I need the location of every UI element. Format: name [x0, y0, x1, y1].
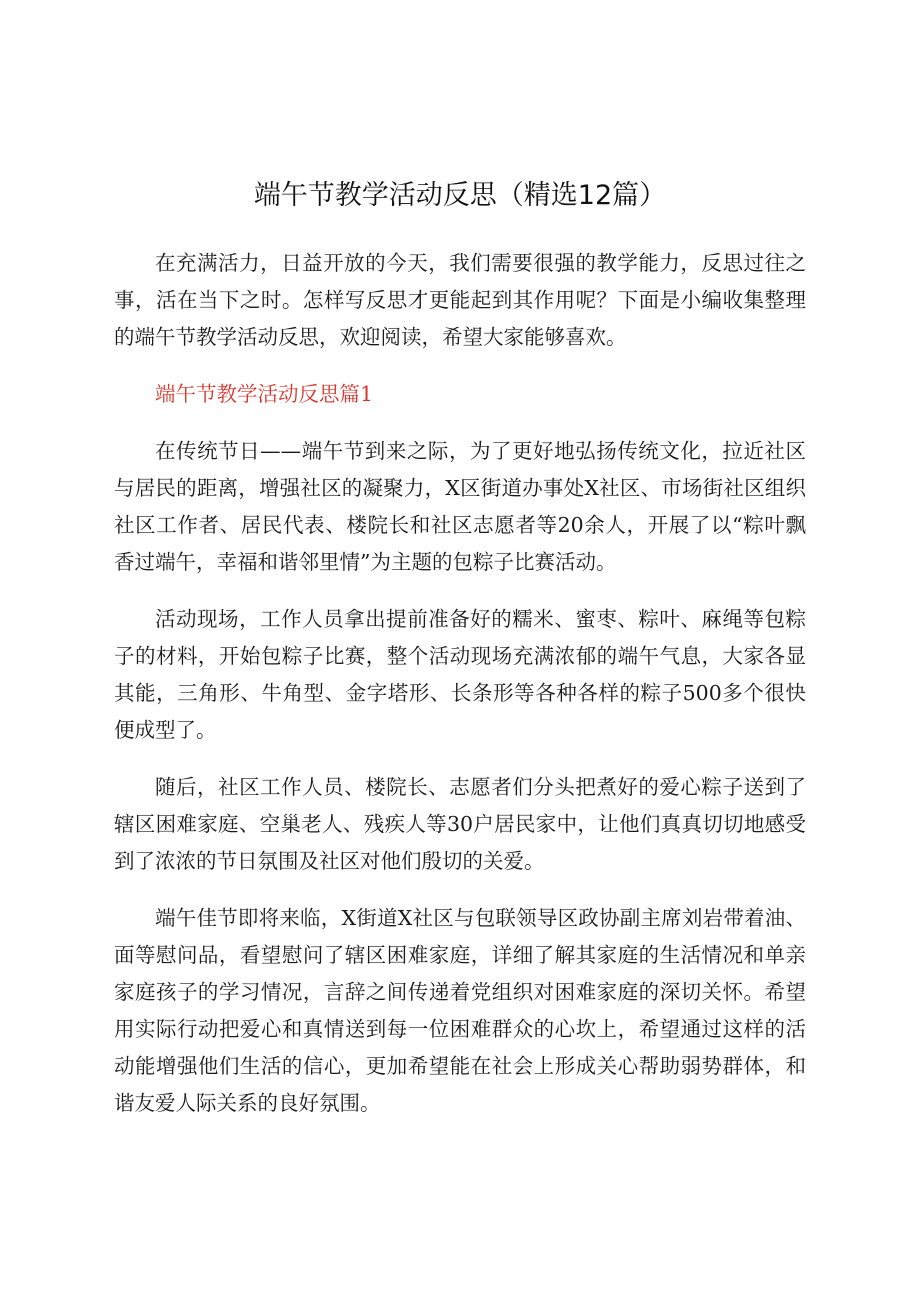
body-paragraph-3: 随后，社区工作人员、楼院长、志愿者们分头把煮好的爱心粽子送到了辖区困难家庭、空巢老人、残疾人等30户居民家中，让他们真真切切地感受到了浓浓的节日氛围及社区对他们殷切的关爱。 [114, 775, 806, 873]
body-paragraph-2: 活动现场，工作人员拿出提前准备好的糯米、蜜枣、粽叶、麻绳等包粽子的材料，开始包粽子比赛，整个活动现场充满浓郁的端午气息，大家各显其能，三角形、牛角型、金字塔形、长条形等各种各样的粽子500多个很快便成型了。 [114, 607, 806, 742]
intro-paragraph: 在充满活力，日益开放的今天，我们需要很强的教学能力，反思过往之事，活在当下之时。怎样写反思才更能起到其作用呢？下面是小编收集整理的端午节教学活动反思，欢迎阅读，希望大家能够喜欢。 [114, 251, 806, 349]
document-body [114, 245, 806, 1142]
document-title: 端午节教学活动反思（精选12篇） [253, 180, 667, 211]
body-paragraph-4: 端午佳节即将来临，X街道X社区与包联领导区政协副主席刘岩带着油、面等慰问品，看望慰问了辖区困难家庭，详细了解其家庭的生活情况和单亲家庭孩子的学习情况，言辞之间传递着党组织对困难家庭的深切关怀。希望用实际行动把爱心和真情送到每一位困难群众的心坎上，希望通过这样的活动能增强他们生活的信心，更加希望能在社会上形成关心帮助弱势群体，和谐友爱人际关系的良好氛围。 [114, 906, 806, 1115]
section-heading: 端午节教学活动反思篇1 [155, 382, 374, 406]
body-paragraph-1: 在传统节日——端午节到来之际，为了更好地弘扬传统文化，拉近社区与居民的距离，增强社区的凝聚力，X区街道办事处X社区、市场街社区组织社区工作者、居民代表、楼院长和社区志愿者等20余人，开展了以“粽叶飘香过端午，幸福和谐邻里情”为主题的包粽子比赛活动。 [114, 439, 806, 574]
